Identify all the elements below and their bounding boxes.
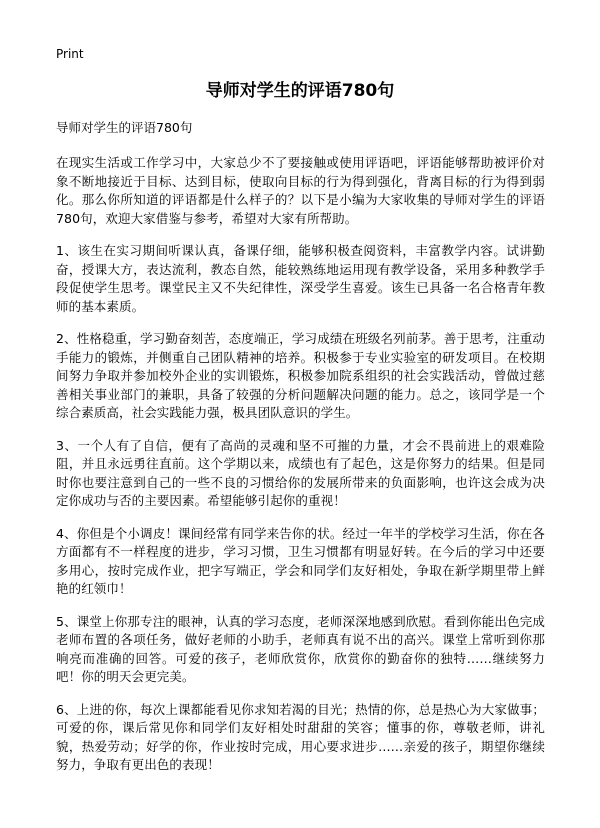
comment-paragraph-4: 4、你但是个小调皮！课间经常有同学来告你的状。经过一年半的学校学习生活，你在各方面都有不一样程度的进步，学习习惯，卫生习惯都有明显好转。在今后的学习中还要多用心，按时完成作业，把字写端正，学会和同学们友好相处，争取在新学期里带上鲜艳的红领巾！ (56, 525, 545, 596)
document-subtitle: 导师对学生的评语780句 (56, 120, 193, 135)
print-link[interactable]: Print (56, 47, 84, 61)
comment-paragraph-1: 1、该生在实习期间听课认真，备课仔细，能够积极查阅资料，丰富教学内容。试讲勤奋，授课大方，表达流利，教态自然，能较熟练地运用现有教学设备，采用多种教学手段促使学生思考。课堂民主又不失纪律性，深受学生喜爱。该生已具备一名合格青年教师的基本素质。 (56, 243, 545, 314)
intro-paragraph: 在现实生活或工作学习中，大家总少不了要接触或使用评语吧，评语能够帮助被评价对象不断地接近于目标、达到目标，使取向目标的行为得到强化，背离目标的行为得到弱化。那么你所知道的评语都是什么样子的？以下是小编为大家收集的导师对学生的评语780句，欢迎大家借鉴与参考，希望对大家有所帮助。 (56, 155, 545, 226)
comment-paragraph-5: 5、课堂上你那专注的眼神，认真的学习态度，老师深深地感到欣慰。看到你能出色完成老师布置的各项任务，做好老师的小助手，老师真有说不出的高兴。课堂上常听到你那响亮而准确的回答。可爱的孩子，老师欣赏你，欣赏你的勤奋你的独特……继续努力吧！你的明天会更完美。 (56, 613, 545, 684)
comment-paragraph-6: 6、上进的你，每次上课都能看见你求知若渴的目光；热情的你，总是热心为大家做事；可爱的你，课后常见你和同学们友好相处时甜甜的笑容；懂事的你，尊敬老师，讲礼貌，热爱劳动；好学的你，作业按时完成，用心要求进步……亲爱的孩子，期望你继续努力，争取有更出色的表现！ (56, 701, 545, 772)
comment-paragraph-2: 2、性格稳重，学习勤奋刻苦，态度端正，学习成绩在班级名列前茅。善于思考，注重动手能力的锻炼，并侧重自己团队精神的培养。积极参于专业实验室的研发项目。在校期间努力争取并参加校外企业的实训锻炼，积极参加院系组织的社会实践活动，曾做过慈善相关事业部门的兼职，具备了较强的分析问题解决问题的能力。总之，该同学是一个综合素质高，社会实践能力强，极具团队意识的学生。 (56, 331, 545, 420)
document-body (56, 154, 545, 789)
comment-paragraph-3: 3、一个人有了自信，便有了高尚的灵魂和坚不可摧的力量，才会不畏前进上的艰难险阻，并且永远勇往直前。这个学期以来，成绩也有了起色，这是你努力的结果。但是同时你也要注意到自己的一些不良的习惯给你的发展所带来的负面影响，也许这会成为决定你成功与否的主要因素。希望能够引起你的重视！ (56, 437, 545, 508)
page-title: 导师对学生的评语780句 (205, 81, 395, 101)
